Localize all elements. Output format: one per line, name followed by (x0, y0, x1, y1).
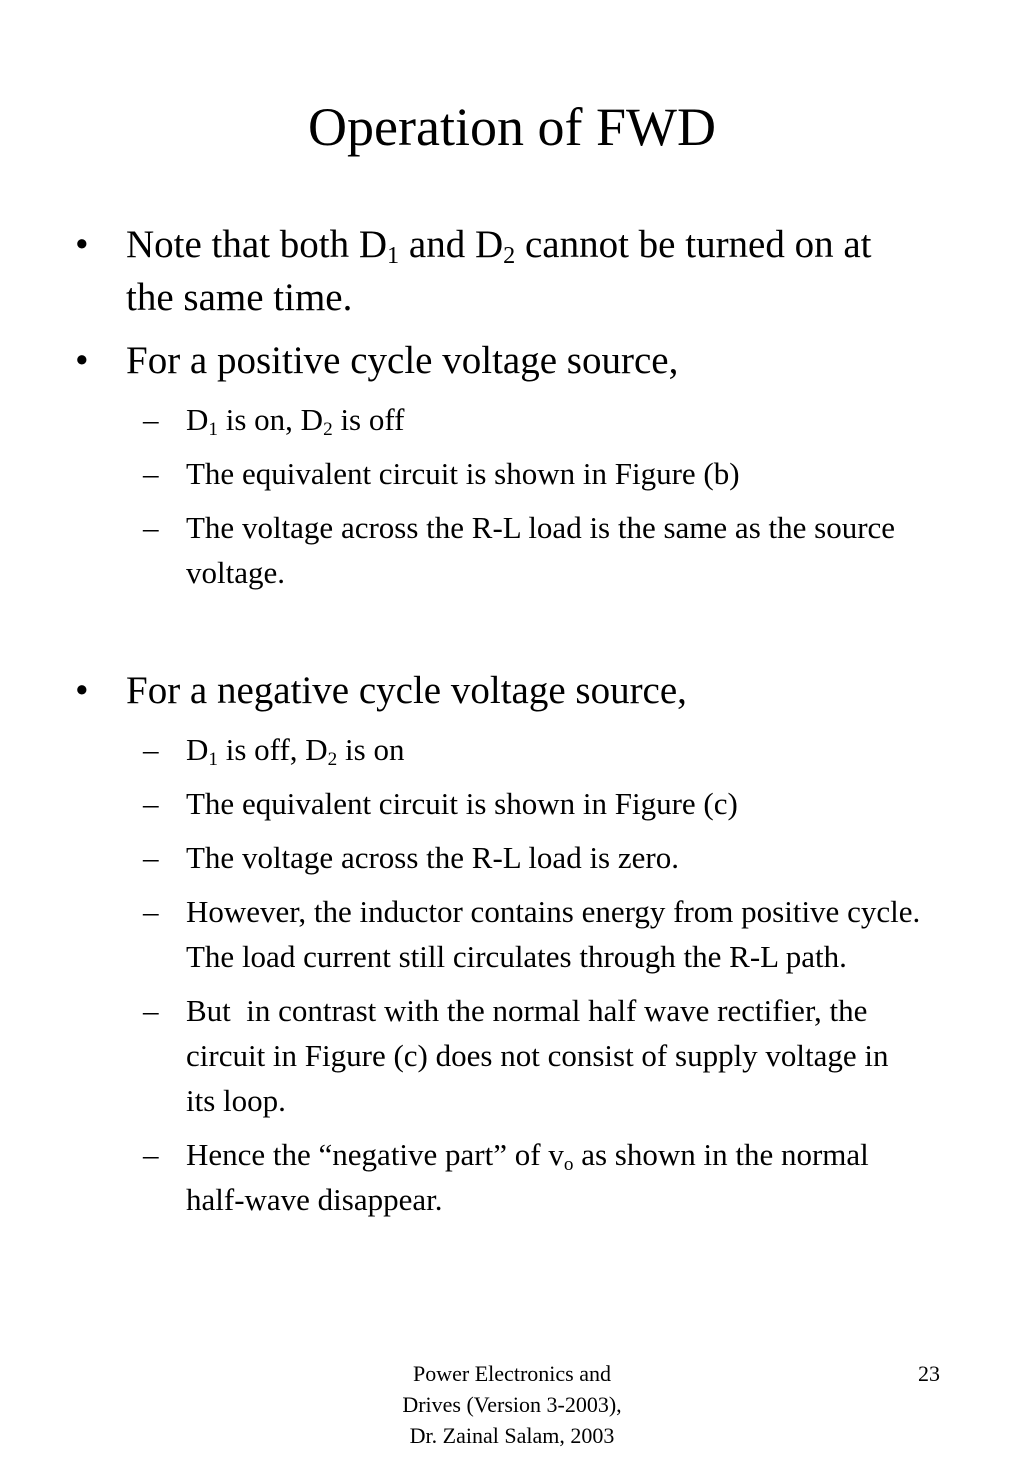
subscript: 2 (503, 242, 516, 270)
bullet-text-part: Note that both D (126, 223, 388, 266)
subscript: 2 (323, 418, 333, 440)
sub-bullet-figure-c (0, 781, 1024, 826)
subscript: 1 (208, 418, 218, 440)
sub-bullet-same-voltage (0, 505, 1024, 595)
sub-bullet-contrast (0, 988, 1024, 1123)
sub-bullet-zero-voltage (0, 835, 1024, 880)
dash-marker: – (143, 402, 159, 437)
bullet-text: For a positive cycle voltage source, (126, 339, 679, 382)
bullet-marker: • (75, 669, 89, 712)
subscript: 1 (208, 748, 218, 770)
sub-text: But in contrast with the normal half wave rectifier, the circuit in Figure (c) does not consist of supply voltage in its loop. (186, 993, 897, 1118)
sub-bullet-negative-part (0, 1132, 1024, 1222)
bullet-marker: • (75, 223, 89, 266)
sub-text: The equivalent circuit is shown in Figure (b) (186, 456, 740, 491)
subscript: o (563, 1153, 574, 1175)
bullet-marker: • (75, 339, 89, 382)
footer-credit (362, 1358, 662, 1451)
sub-text-part: is off, D (218, 732, 328, 767)
dash-marker: – (143, 510, 159, 545)
dash-marker: – (143, 894, 159, 929)
sub-text-part: Hence the “negative part” of v (186, 1137, 564, 1172)
spacer (0, 604, 1024, 664)
slide-title: Operation of FWD (308, 97, 716, 157)
sub-text: The voltage across the R-L load is the same as the source voltage. (186, 510, 896, 590)
bullet-both-diodes (0, 218, 1024, 324)
page-number: 23 (918, 1361, 940, 1386)
bullet-negative-cycle (0, 664, 1024, 717)
sub-text-part: is on (337, 732, 405, 767)
subscript: 1 (387, 242, 400, 270)
sub-bullet-figure-b (0, 451, 1024, 496)
footer-line: Dr. Zainal Salam, 2003 (409, 1423, 615, 1448)
sub-text: The voltage across the R-L load is zero. (186, 840, 679, 875)
subscript: 2 (327, 748, 338, 770)
sub-text-part: D (186, 402, 209, 437)
dash-marker: – (143, 1137, 159, 1172)
bullet-text-part: cannot be turned on at the same time. (126, 223, 872, 319)
sub-text: However, the inductor contains energy from positive cycle. The load current still circulates through the R-L path. (186, 894, 921, 974)
dash-marker: – (143, 993, 159, 1028)
sub-bullet-d1-on (0, 397, 1024, 442)
sub-text-part: D (186, 732, 209, 767)
slide-body (0, 218, 1024, 1231)
sub-text-part: as shown in the normal half-wave disappear. (186, 1137, 869, 1217)
dash-marker: – (143, 786, 159, 821)
sub-bullet-d1-off (0, 727, 1024, 772)
bullet-text-part: and D (399, 223, 504, 266)
footer-line: Power Electronics and (413, 1361, 611, 1386)
sub-text-part: is off (332, 402, 405, 437)
footer-line: Drives (Version 3-2003), (402, 1392, 622, 1417)
bullet-positive-cycle (0, 334, 1024, 387)
sub-text: The equivalent circuit is shown in Figure (c) (186, 786, 738, 821)
dash-marker: – (143, 840, 159, 875)
dash-marker: – (143, 456, 159, 491)
dash-marker: – (143, 732, 159, 767)
sub-text-part: is on, D (218, 402, 324, 437)
sub-bullet-inductor-energy (0, 889, 1024, 979)
bullet-text: For a negative cycle voltage source, (126, 669, 687, 712)
